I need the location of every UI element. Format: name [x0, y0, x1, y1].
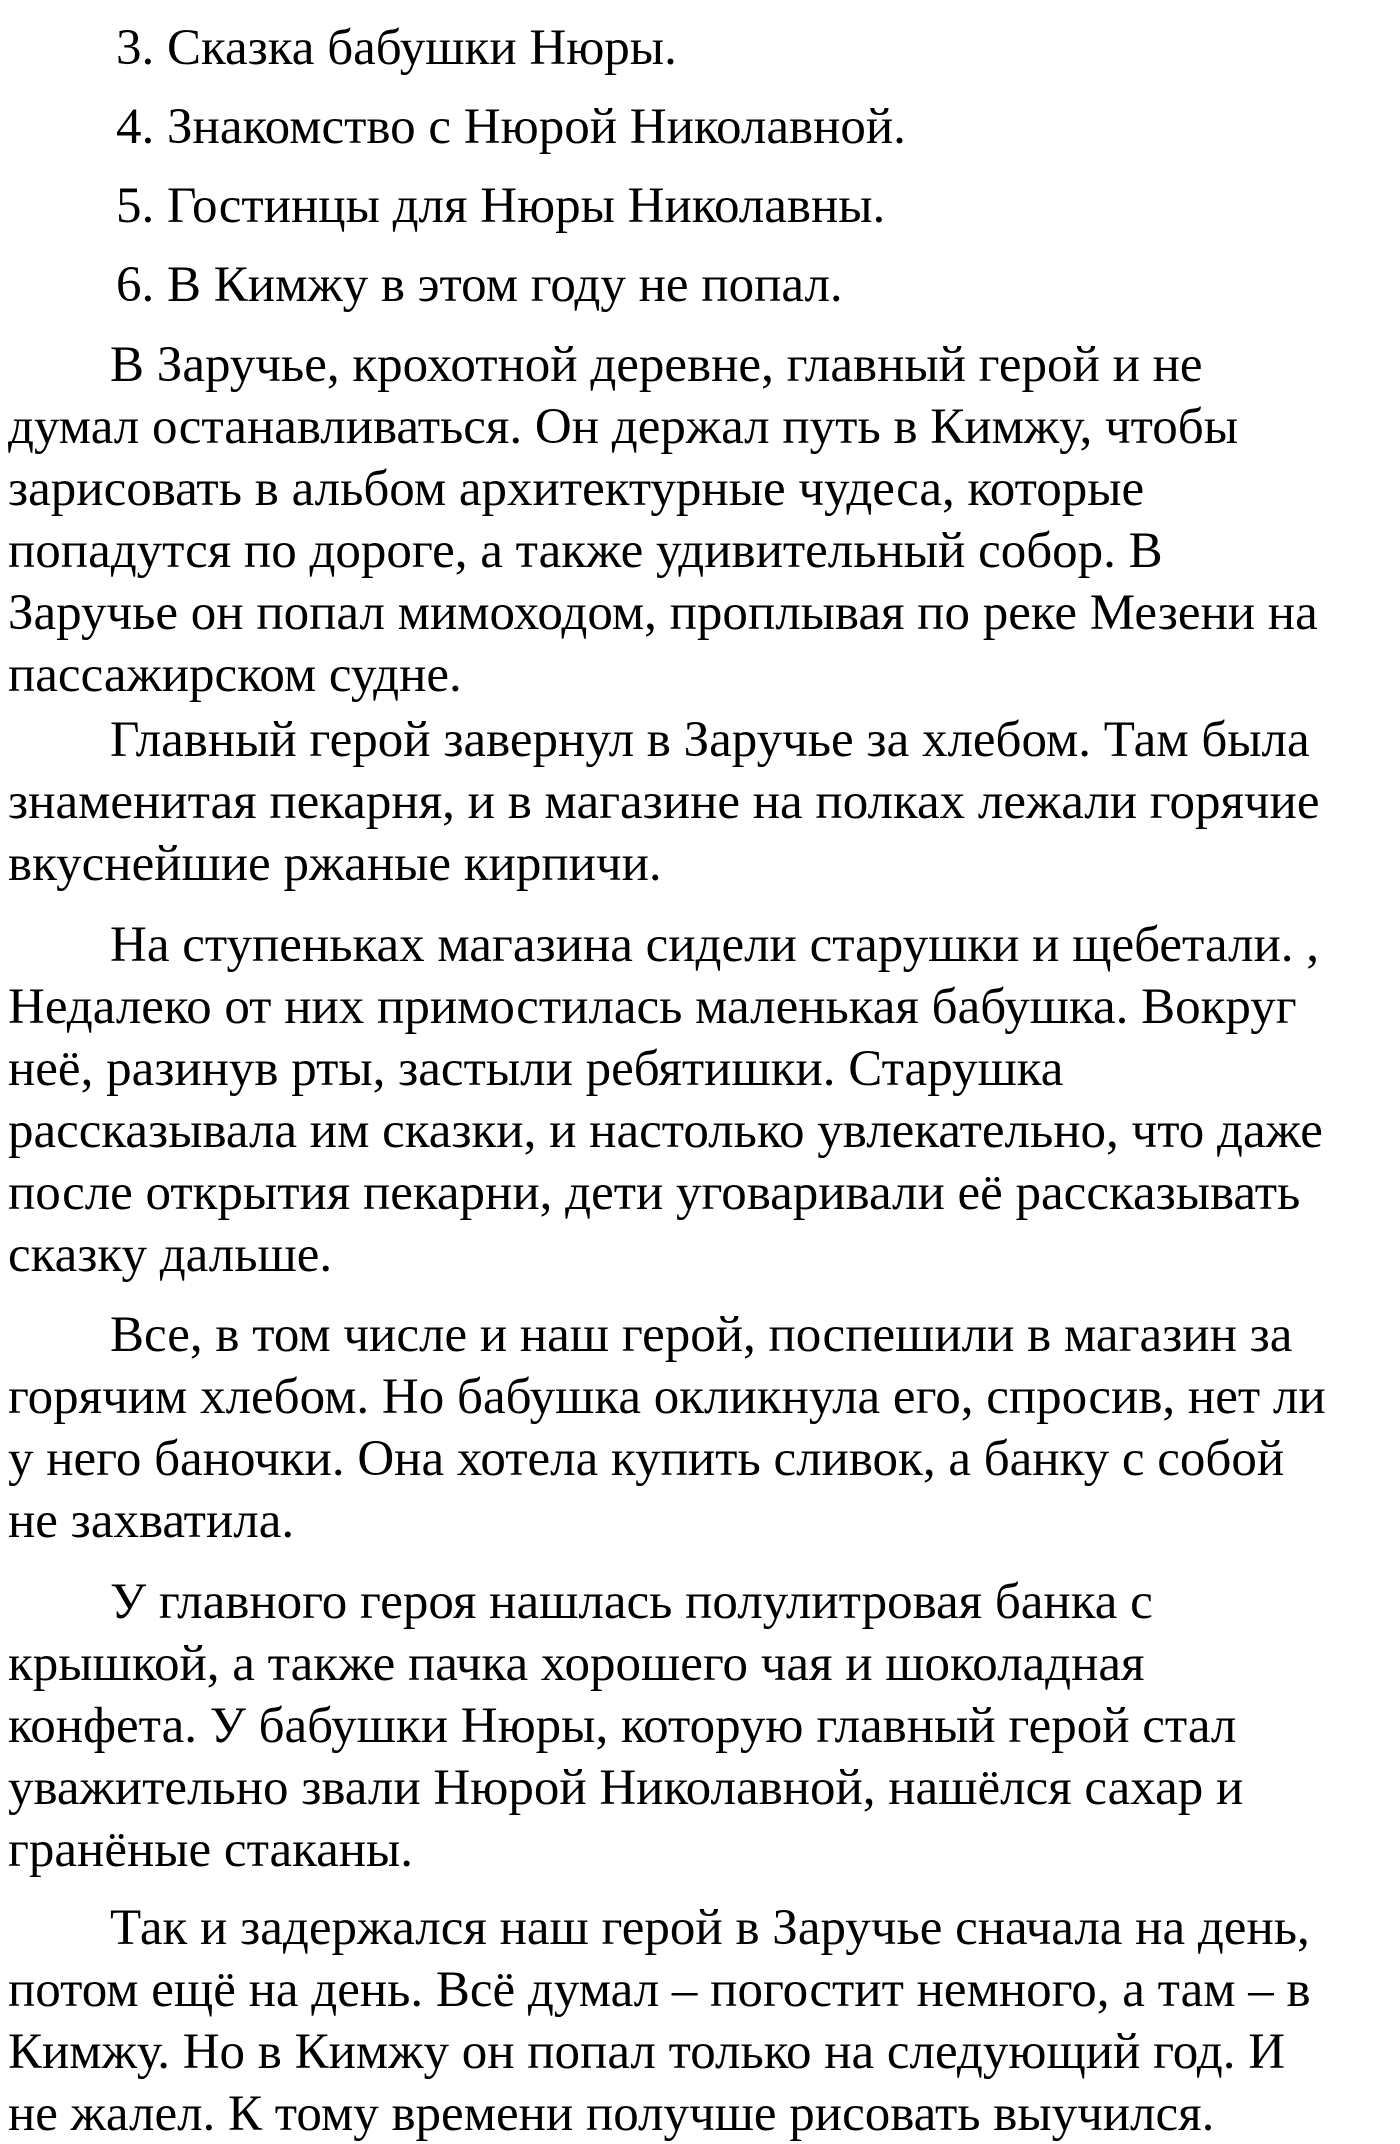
text-line: после открытия пекарни, дети уговаривали её рассказывать	[8, 1165, 1301, 1221]
text-line: Так и задержался наш герой в Заручье сначала на день,	[110, 1900, 1310, 1956]
text-line: горячим хлебом. Но бабушка окликнула его, спросив, нет ли	[8, 1369, 1326, 1425]
text-line: В Заручье, крохотной деревне, главный герой и не	[110, 337, 1203, 393]
text-line: крышкой, а также пачка хорошего чая и шоколадная	[8, 1636, 1145, 1692]
text-line: у него баночки. Она хотела купить сливок, а банку с собой	[8, 1431, 1285, 1487]
text-line: попадутся по дороге, а также удивительный собор. В	[8, 523, 1163, 579]
text-line: не жалел. К тому времени получше рисовать выучился.	[8, 2086, 1215, 2142]
text-line: потом ещё на день. Всё думал – погостит немного, а там – в	[8, 1962, 1311, 2018]
text-line: вкуснейшие ржаные кирпичи.	[8, 836, 662, 892]
text-line: рассказывала им сказки, и настолько увлекательно, что даже	[8, 1103, 1323, 1159]
text-line: уважительно звали Нюрой Николавной, нашёлся сахар и	[8, 1760, 1244, 1816]
text-line: Кимжу. Но в Кимжу он попал только на следующий год. И	[8, 2024, 1286, 2080]
text-line: На ступеньках магазина сидели старушки и щебетали. ,	[110, 917, 1320, 973]
text-line: Главный герой завернул в Заручье за хлебом. Там была	[110, 712, 1310, 768]
text-line: гранёные стаканы.	[8, 1822, 414, 1878]
plan-item: 6. В Кимжу в этом году не попал.	[116, 257, 843, 313]
plan-item: 5. Гостинцы для Нюры Николавны.	[116, 178, 886, 234]
plan-item: 3. Сказка бабушки Нюры.	[116, 20, 677, 76]
text-line: Заручье он попал мимоходом, проплывая по реке Мезени на	[8, 585, 1318, 641]
text-line: думал останавливаться. Он держал путь в Кимжу, чтобы	[8, 399, 1238, 455]
text-line: не захватила.	[8, 1493, 295, 1549]
text-line: знаменитая пекарня, и в магазине на полках лежали горячие	[8, 774, 1320, 830]
plan-item: 4. Знакомство с Нюрой Николавной.	[116, 99, 906, 155]
text-line: зарисовать в альбом архитектурные чудеса, которые	[8, 461, 1145, 517]
text-line: пассажирском судне.	[8, 647, 462, 703]
text-line: конфета. У бабушки Нюры, которую главный герой стал	[8, 1698, 1237, 1754]
text-line: сказку дальше.	[8, 1227, 333, 1283]
text-line: Все, в том числе и наш герой, поспешили в магазин за	[110, 1307, 1293, 1363]
text-line: Недалеко от них примостилась маленькая бабушка. Вокруг	[8, 979, 1297, 1035]
text-line: неё, разинув рты, застыли ребятишки. Старушка	[8, 1041, 1064, 1097]
text-line: У главного героя нашлась полулитровая банка с	[110, 1574, 1153, 1630]
